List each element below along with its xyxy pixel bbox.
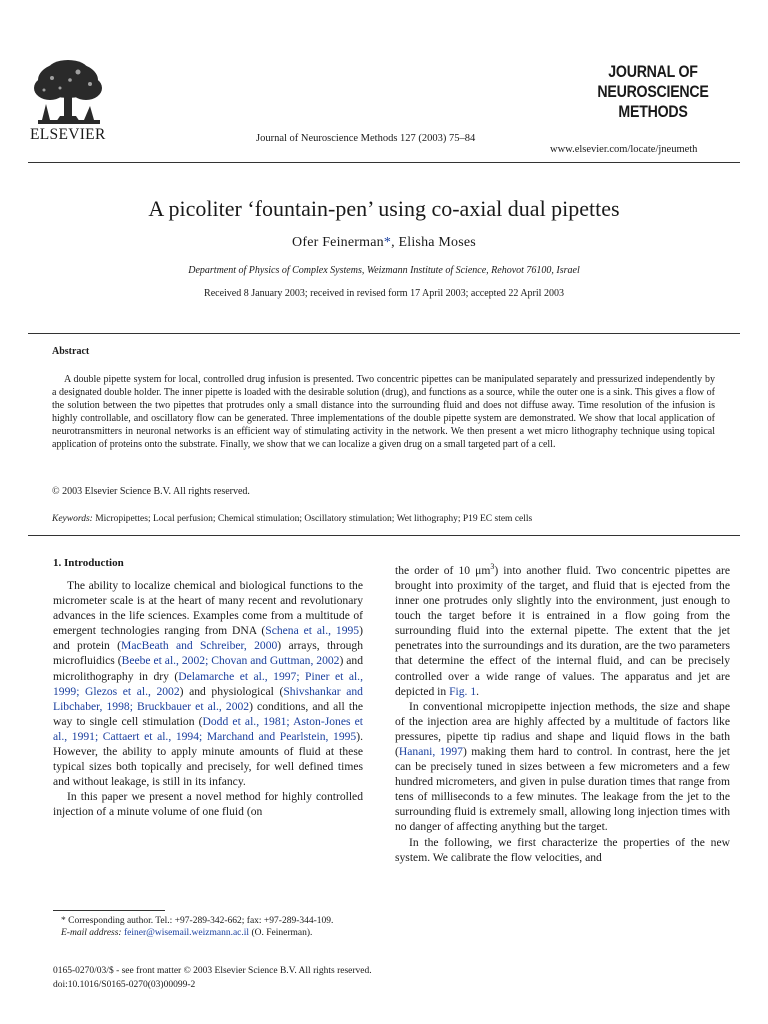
abstract-copyright: © 2003 Elsevier Science B.V. All rights reserved. [52, 486, 250, 497]
header-rule [28, 162, 740, 163]
doi-line: doi:10.1016/S0165-0270(03)00099-2 [53, 980, 196, 990]
ref-link[interactable]: Delamarche et al., 1997; Piner et al., 1999; Glezos et al., 2002 [53, 669, 363, 698]
abstract-heading: Abstract [52, 346, 90, 357]
article-title: A picoliter ‘fountain-pen’ using co-axial dual pipettes [148, 196, 620, 221]
keywords-label: Keywords: [52, 514, 93, 524]
keywords [52, 514, 532, 524]
footnote-rule [53, 910, 165, 911]
journal-logo-line3: METHODS [618, 103, 688, 121]
abstract-body [52, 374, 715, 451]
journal-citation: Journal of Neuroscience Methods 127 (2003) 75–84 [256, 133, 476, 144]
email-note: E-mail address: feiner@wisemail.weizmann.ac.il (O. Feinerman). [61, 928, 313, 938]
intro-paragraph-1: The ability to localize chemical and biological functions to the micrometer scale is at the heart of many recent and revolutionary advances in the life sciences. Examples come from a multitude of emergent technologies ranging from DNA (Schena et al., 1995) and protein (MacBeath and Schreiber, 2000) arrays, through microfluidics (Beebe et al., 2002; Chovan and Guttman, 2002) and microlithography in dry (Delamarche et al., 1997; Piner et al., 1999; Glezos et al., 2002) and physiological (Shivshankar and Libchaber, 1998; Bruckbauer et al., 2002) conditions, and all the way to single cell stimulation (Dodd et al., 1981; Aston-Jones et al., 1991; Cattaert et al., 1994; Marchand and Pearlstein, 1995). However, the ability to apply minute amounts of fluid at these typical sizes both topically and precisely, for well defined times and without leakage, is still in its infancy. [53, 579, 364, 789]
issn-line: 0165-0270/03/$ - see front matter © 2003 Elsevier Science B.V. All rights reserved. [53, 966, 372, 976]
ref-link[interactable]: MacBeath and Schreiber, 2000 [121, 639, 278, 653]
journal-logo-line1: JOURNAL OF [608, 63, 698, 81]
ref-link[interactable]: Shivshankar and Libchaber, 1998; Bruckbauer et al., 2002 [53, 684, 363, 713]
ref-link[interactable]: Beebe et al., 2002; Chovan and Guttman, 2002 [121, 654, 340, 668]
ref-link[interactable]: Hanani, 1997 [398, 744, 463, 758]
figure-link[interactable]: Fig. 1 [449, 684, 477, 698]
author-1: Ofer Feinerman [292, 235, 384, 250]
authors [0, 235, 768, 251]
abstract-text: A double pipette system for local, controlled drug infusion is presented. Two concentric pipettes can be manipulated separately and pressurized independently by a designated double holder. The inner pipette is loaded with the desirable solution (drug), and functions as a source, while the outer one is a sink. This gives a flow of the solution between the two pipettes that protrudes only a small distance into the surrounding fluid and does not diffuse away. Time resolution of the infusion is highly controllable, and oscillatory flow can be generated. Three implementations of the double pipette system are demonstrated. We show that local application of neurotransmitters in neuronal networks is an efficient way of stimulating activity in the network. We then present a wet micro lithography technique using topical application of proteins onto the substrate. Finally, we show that we can localize a given drug on a small targeted part of a cell. [52, 374, 715, 450]
corresponding-author-mark[interactable]: * [383, 235, 392, 250]
keywords-text: Micropipettes; Local perfusion; Chemical stimulation; Oscillatory stimulation; Wet lithography; P19 EC stem cells [92, 514, 533, 524]
journal-url[interactable]: www.elsevier.com/locate/jneumeth [550, 144, 698, 155]
intro-paragraph-2: In this paper we present a novel method for highly controlled injection of a minute volume of one fluid (on [53, 790, 363, 819]
elsevier-tree-logo [30, 58, 106, 126]
author-separator: , [391, 235, 399, 250]
intro-paragraph-5: In the following, we first characterize the properties of the new system. We calibrate the flow velocities, and [395, 835, 730, 864]
abstract-top-rule [28, 333, 740, 334]
abstract-bottom-rule [28, 535, 740, 536]
intro-paragraph-3: the order of 10 $\mu m^3$) into another fluid. Two concentric pipettes are brought into proximity of the target, and fluid that is ejected from the inner one protrudes only slightly into the environment, just enough to touch the target before it is entrained in a flow going from the surrounding fluid into the external pipette. The extent that the jet penetrates into the surroundings and its duration, are the two parameters that determine the effect of the internal fluid, and can be precisely controlled over a wide range of values. The apparatus and jet are depicted in Fig. 1. [395, 562, 730, 698]
left-column [53, 578, 363, 820]
corresponding-author-note: * Corresponding author. Tel.: +97-289-342-662; fax: +97-289-344-109. [61, 916, 334, 926]
received-dates: Received 8 January 2003; received in revised form 17 April 2003; accepted 22 April 2003 [204, 288, 564, 299]
right-column [395, 559, 730, 865]
footnote [53, 915, 363, 939]
intro-paragraph-4: In conventional micropipette injection methods, the size and shape of the injection area are highly affected by a multitude of factors like pressures, pipette tip radius and shape and liquid flows in the bath (Hanani, 1997) making them hard to control. In contrast, here the jet can be precisely tuned in sizes between a few micrometers and a few hundred micrometers, and given in pulse duration times that range from tens of milliseconds to a few minutes. The leakage from the jet to the surrounding fluid is extremely small, allowing long injection times with no danger of affecting anything but the target. [395, 699, 730, 834]
ref-link[interactable]: Dodd et al., 1981; Aston-Jones et al., 1991; Cattaert et al., 1994; Marchand and Pearlstein, 1995 [53, 714, 363, 743]
journal-logo-line2: NEUROSCIENCE [597, 83, 709, 101]
section-heading-introduction: 1. Introduction [53, 557, 124, 569]
ref-link[interactable]: Schena et al., 1995 [265, 624, 360, 638]
publisher-name: ELSEVIER [30, 126, 106, 143]
email-link[interactable]: feiner@wisemail.weizmann.ac.il [123, 928, 250, 938]
affiliation: Department of Physics of Complex Systems, Weizmann Institute of Science, Rehovot 76100, Israel [188, 265, 580, 276]
author-2: Elisha Moses [398, 235, 476, 250]
journal-logo [595, 62, 710, 122]
